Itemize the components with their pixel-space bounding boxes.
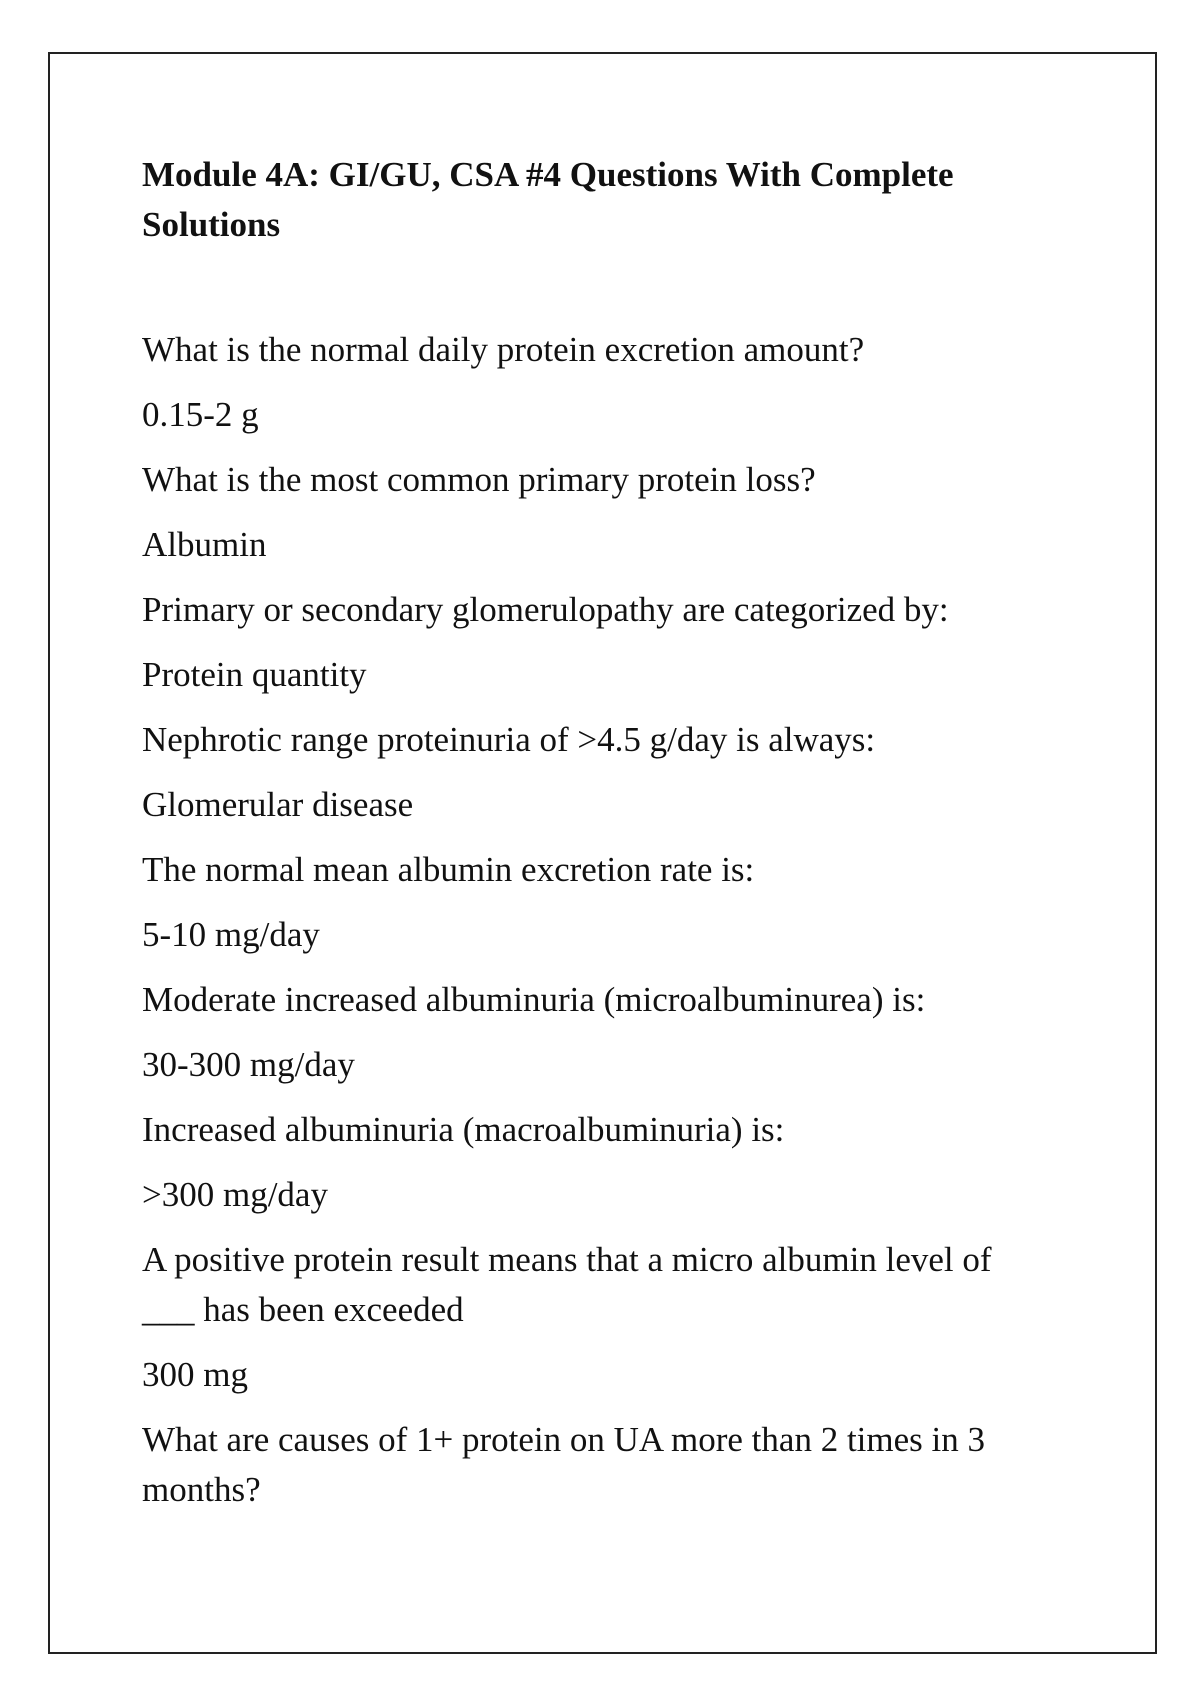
answer-text: >300 mg/day <box>142 1175 328 1214</box>
question-text: What is the most common primary protein loss? <box>142 460 816 499</box>
question-text: Nephrotic range proteinuria of >4.5 g/day is always: <box>142 720 876 759</box>
answer-text: 0.15-2 g <box>142 395 259 434</box>
document-body <box>142 150 1042 1530</box>
question-text: What are causes of 1+ protein on UA more than 2 times in 3 months? <box>142 1420 985 1509</box>
answer-text: Albumin <box>142 525 267 564</box>
question-text: Increased albuminuria (macroalbuminuria) is: <box>142 1110 785 1149</box>
question-text: What is the normal daily protein excretion amount? <box>142 330 865 369</box>
qa-list <box>142 325 1042 1515</box>
answer-text: Protein quantity <box>142 655 367 694</box>
answer-text: Glomerular disease <box>142 785 414 824</box>
question-text: The normal mean albumin excretion rate is: <box>142 850 755 889</box>
answer-text: 300 mg <box>142 1355 248 1394</box>
answer-text: 30-300 mg/day <box>142 1045 355 1084</box>
question-text: A positive protein result means that a micro albumin level of ___ has been exceeded <box>142 1240 992 1329</box>
document-title: Module 4A: GI/GU, CSA #4 Questions With Complete Solutions <box>142 155 954 244</box>
question-text: Primary or secondary glomerulopathy are categorized by: <box>142 590 949 629</box>
question-text: Moderate increased albuminuria (microalbuminurea) is: <box>142 980 926 1019</box>
answer-text: 5-10 mg/day <box>142 915 320 954</box>
